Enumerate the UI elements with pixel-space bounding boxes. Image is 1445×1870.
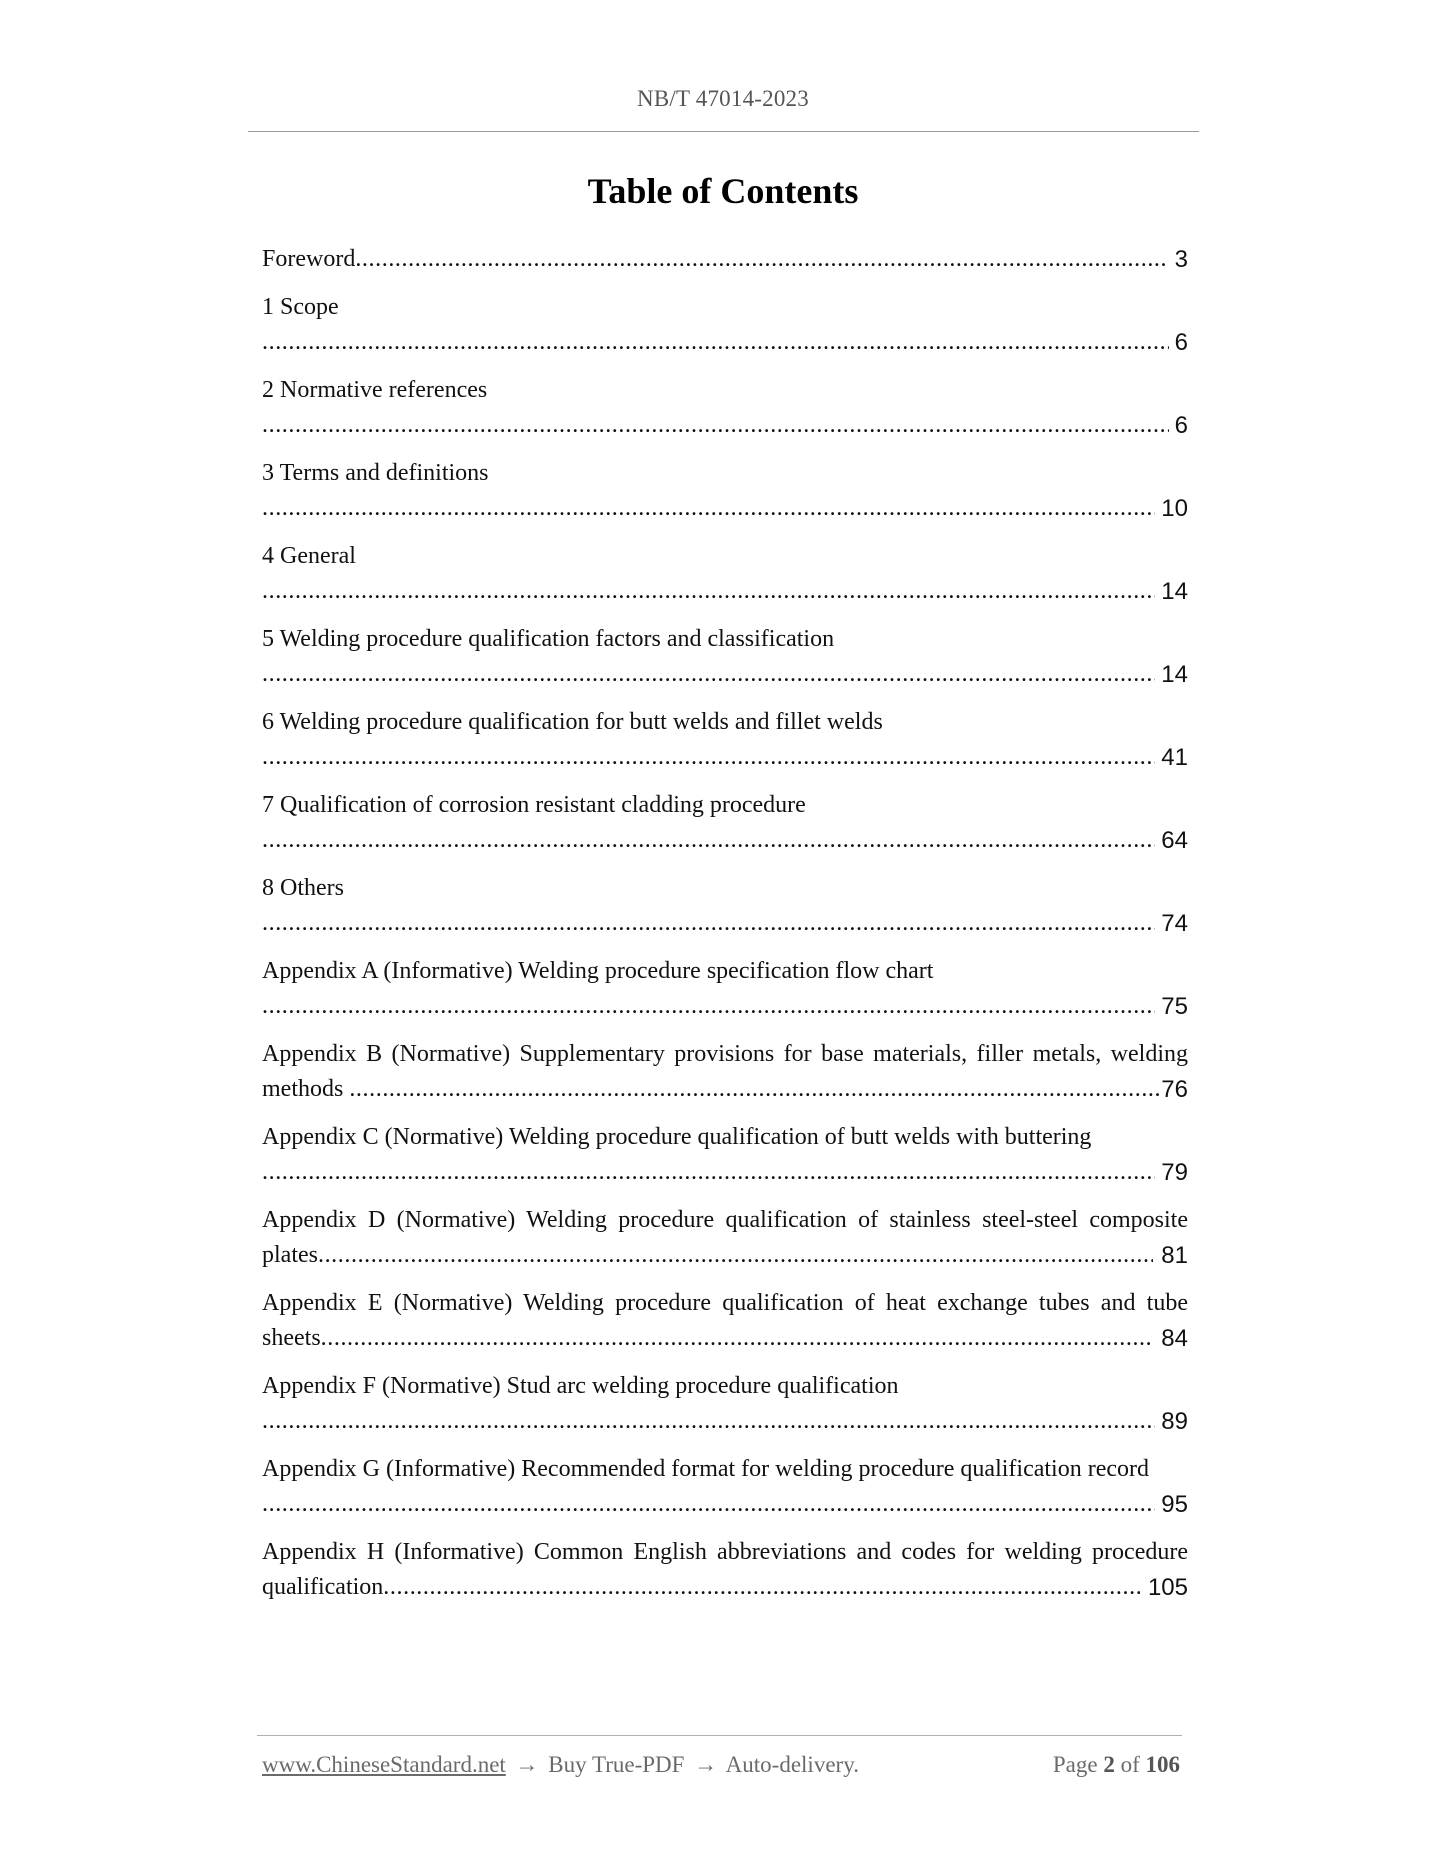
toc-entry-page: 14 [1159,574,1188,609]
toc-entry-page: 76 [1159,1072,1188,1107]
dot-leader [262,989,1155,1024]
dot-leader [262,823,1155,858]
of-label: of [1120,1752,1140,1777]
dot-leader [262,491,1155,526]
toc-entry-corrosion-cladding[interactable] [262,788,1188,858]
toc-entry-scope[interactable] [262,290,1188,360]
table-of-contents [262,242,1188,1618]
current-page-number: 2 [1103,1752,1115,1777]
dot-leader [321,1321,1154,1356]
toc-entry-title: 8 Others [262,875,344,901]
toc-entry-normative-references[interactable] [262,373,1188,443]
toc-entry-title: 4 General [262,543,356,569]
toc-entry-title: Appendix D (Normative) Welding procedure qualification of stainless steel-steel composite plates [262,1207,1188,1268]
toc-entry-title: 7 Qualification of corrosion resistant cladding procedure [262,792,806,818]
toc-entry-appendix-h[interactable] [262,1535,1188,1605]
toc-entry-butt-fillet-welds[interactable] [262,705,1188,775]
toc-entry-page: 14 [1159,657,1188,692]
toc-entry-others[interactable] [262,871,1188,941]
toc-entry-page: 64 [1159,823,1188,858]
toc-entry-page: 10 [1159,491,1188,526]
toc-entry-title: 6 Welding procedure qualification for butt welds and fillet welds [262,709,883,735]
total-page-count: 106 [1145,1752,1180,1777]
arrow-right-icon: → [694,1752,718,1777]
dot-leader [262,408,1169,443]
toc-entry-page: 84 [1159,1321,1188,1356]
dot-leader [262,1155,1155,1190]
toc-entry-title: Appendix F (Normative) Stud arc welding procedure qualification [262,1373,899,1399]
toc-entry-page: 89 [1159,1404,1188,1439]
toc-entry-title: 1 Scope [262,294,339,320]
dot-leader [355,242,1166,277]
toc-entry-appendix-a[interactable] [262,954,1188,1024]
toc-title: Table of Contents [587,171,859,211]
toc-entry-page: 95 [1159,1487,1188,1522]
toc-entry-title: Appendix A (Informative) Welding procedure specification flow chart [262,958,934,984]
dot-leader [262,1404,1155,1439]
toc-entry-title: 3 Terms and definitions [262,460,489,486]
dot-leader [349,1072,1159,1107]
toc-entry-foreword[interactable] [262,242,1188,277]
arrow-right-icon: → [515,1752,539,1777]
buy-true-pdf-text: Buy True-PDF [548,1752,685,1777]
toc-entry-title: Appendix E (Normative) Welding procedure qualification of heat exchange tubes and tube sheets [262,1290,1188,1351]
toc-entry-title: Appendix B (Normative) Supplementary provisions for base materials, filler metals, welding methods [262,1041,1188,1102]
dot-leader [318,1238,1153,1273]
dot-leader [262,325,1169,360]
toc-entry-appendix-d[interactable] [262,1203,1188,1273]
toc-entry-page: 79 [1159,1155,1188,1190]
site-link[interactable]: www.ChineseStandard.net [262,1752,506,1777]
toc-entry-page: 6 [1173,325,1188,360]
toc-entry-page: 75 [1159,989,1188,1024]
footer-divider [257,1735,1182,1736]
page-indicator [1053,1752,1180,1778]
toc-entry-appendix-c[interactable] [262,1120,1188,1190]
dot-leader [262,740,1155,775]
dot-leader [262,1487,1155,1522]
toc-entry-page: 105 [1146,1570,1188,1605]
toc-entry-title: 5 Welding procedure qualification factors and classification [262,626,835,652]
toc-entry-general[interactable] [262,539,1188,609]
dot-leader [262,906,1155,941]
toc-entry-title: Appendix C (Normative) Welding procedure qualification of butt welds with buttering [262,1124,1092,1150]
header-divider [248,131,1199,132]
toc-entry-title: 2 Normative references [262,377,488,403]
toc-entry-terms-definitions[interactable] [262,456,1188,526]
toc-entry-title: Appendix H (Informative) Common English abbreviations and codes for welding procedure qualification [262,1539,1188,1600]
toc-entry-page: 74 [1159,906,1188,941]
toc-entry-page: 3 [1173,242,1188,277]
document-code-header: NB/T 47014-2023 [637,86,809,111]
page-footer [262,1752,1180,1778]
toc-entry-qualification-factors[interactable] [262,622,1188,692]
dot-leader [262,657,1155,692]
dot-leader [262,574,1155,609]
page-label: Page [1052,1752,1098,1777]
auto-delivery-text: Auto-delivery. [725,1752,859,1777]
dot-leader [383,1570,1140,1605]
toc-entry-page: 41 [1159,740,1188,775]
toc-entry-page: 81 [1159,1238,1188,1273]
toc-entry-appendix-e[interactable] [262,1286,1188,1356]
toc-entry-title: Foreword [262,246,356,272]
toc-entry-appendix-b[interactable] [262,1037,1188,1107]
toc-entry-title: Appendix G (Informative) Recommended format for welding procedure qualification record [262,1456,1150,1482]
toc-entry-page: 6 [1173,408,1188,443]
toc-entry-appendix-f[interactable] [262,1369,1188,1439]
toc-entry-appendix-g[interactable] [262,1452,1188,1522]
